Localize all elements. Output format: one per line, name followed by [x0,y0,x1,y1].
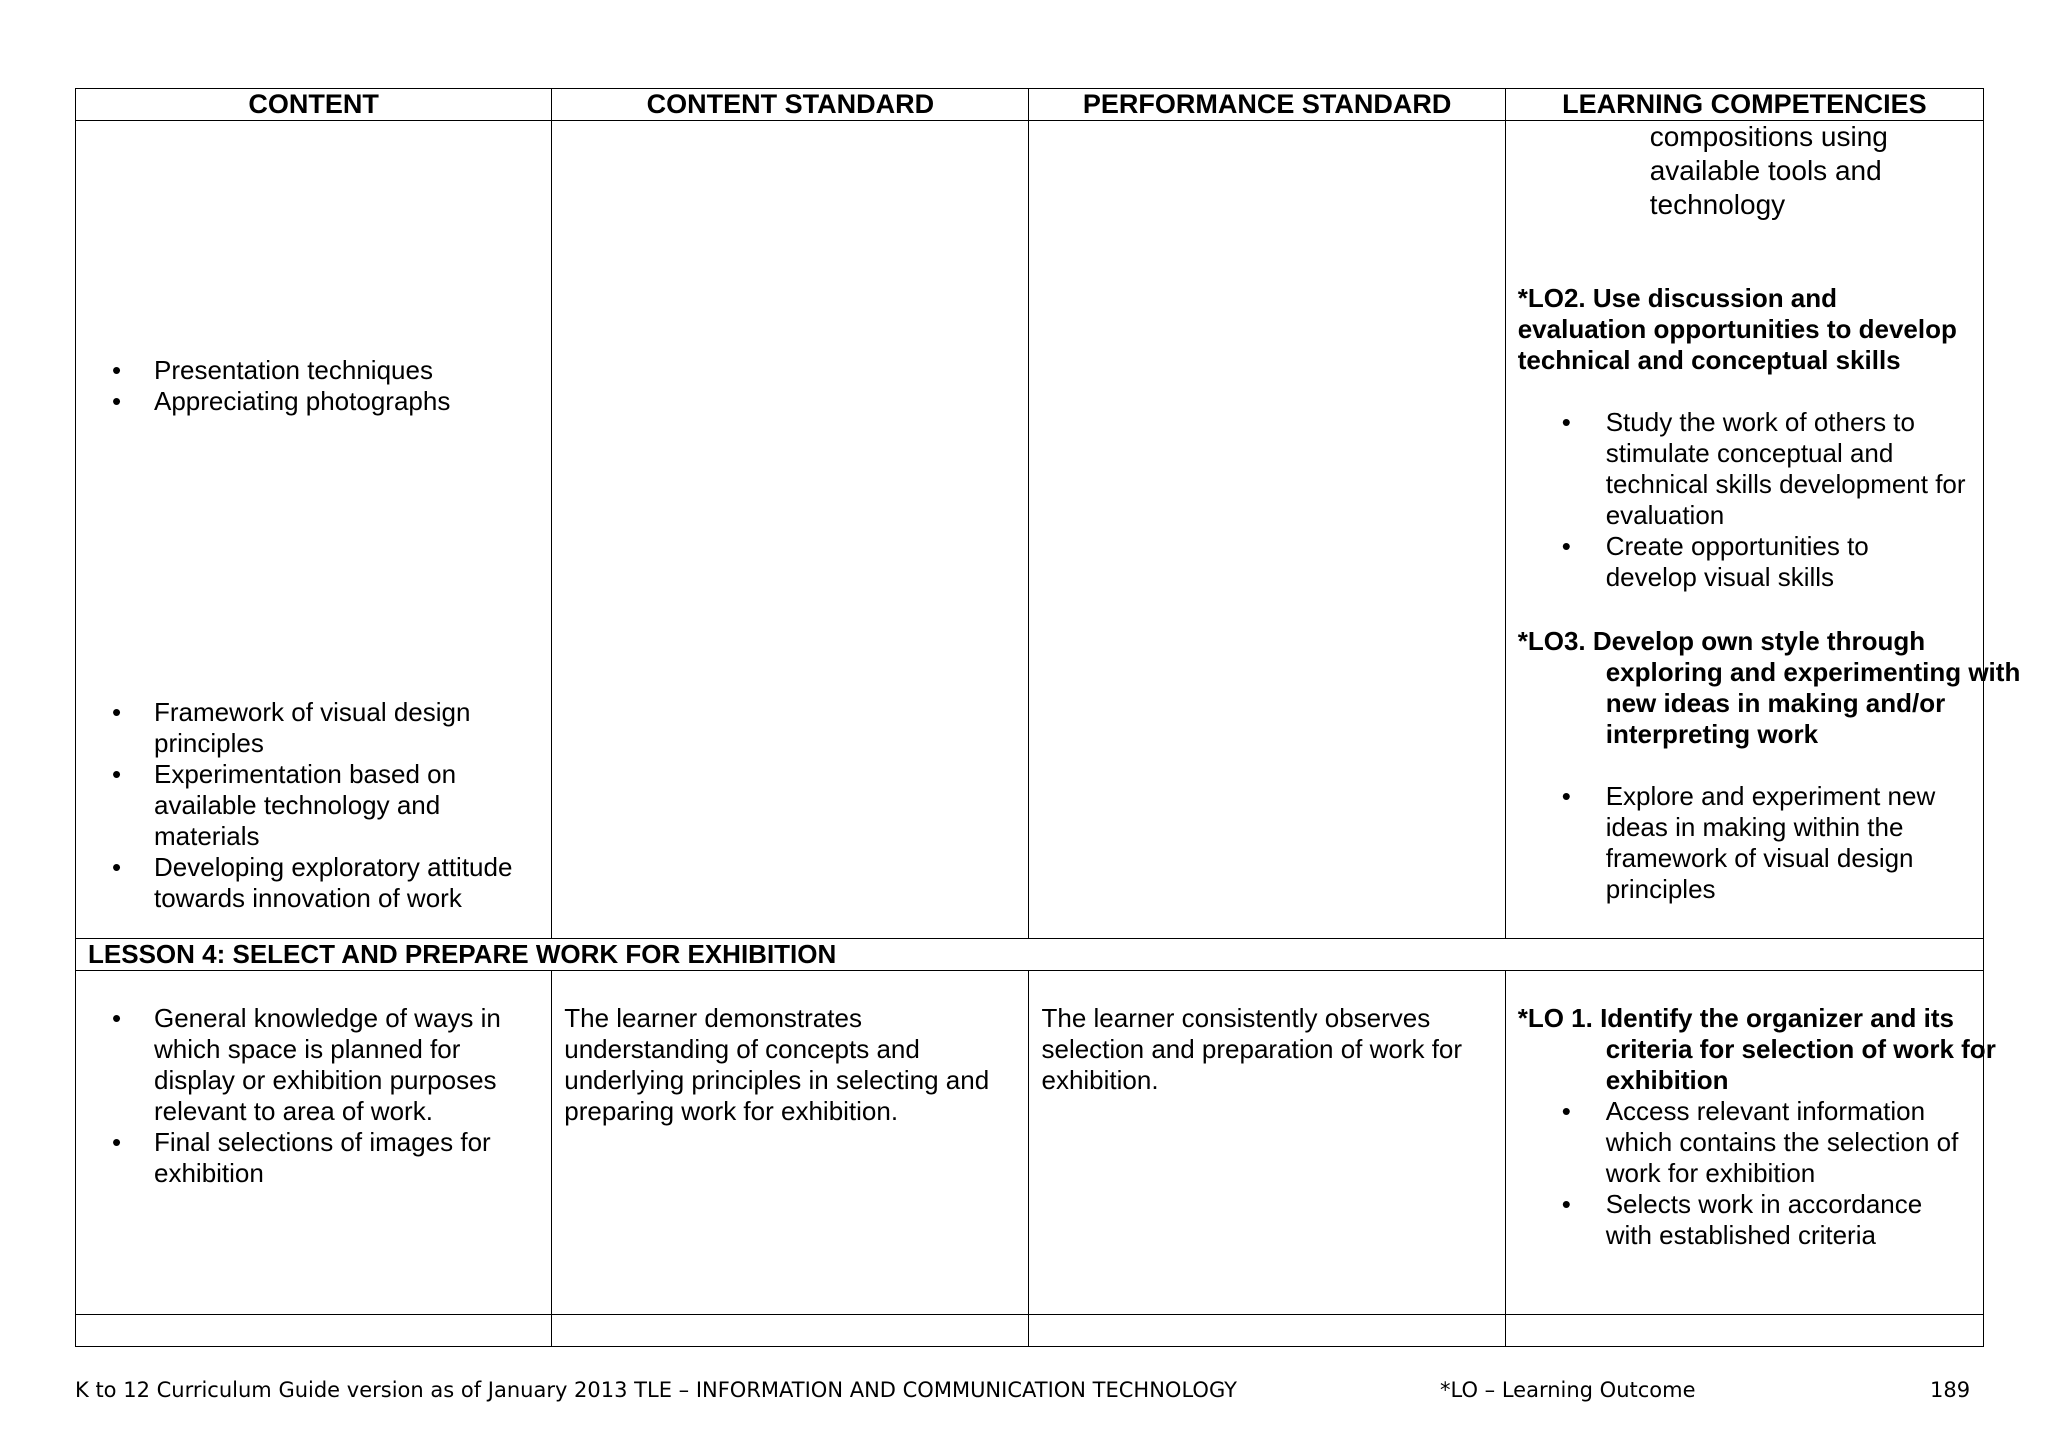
lo2-list [1506,407,1966,593]
header-content-standard: CONTENT STANDARD [552,89,1029,121]
performance-standard-text: The learner consistently observes selection and preparation of work for exhibition. [1041,1003,1463,1095]
lo2-title: *LO2. Use discussion and evaluation opportunities to develop technical and conceptual skills [1517,283,1957,375]
learning-competencies-cell [1505,971,1996,1315]
curriculum-table [75,88,2021,1347]
list-item: • Access relevant information which contains the selection of work for exhibition [1506,1096,1966,1189]
list-item: • Selects work in accordance with established criteria [1506,1189,1966,1251]
lo1-list [1506,1096,1966,1251]
content-list [76,697,536,914]
content-list [76,1003,536,1189]
table-row [76,121,1984,939]
lesson-cell [76,939,1984,971]
page-number: 189 [1930,1378,1971,1402]
empty-cell [1505,1315,1983,1347]
header-row [76,89,1984,121]
content-standard-text: The learner demonstrates understanding of concepts and underlying principles in selecting and preparing work for exhibition. [564,1003,990,1126]
lo1-title: *LO 1. Identify the organizer and its criteria for selection of work for exhibition [1517,1003,1996,1095]
list-item: • Experimentation based on available technology and materials [76,759,536,852]
list-item: • Framework of visual design principles [76,697,536,759]
performance-standard-cell [1029,971,1505,1315]
empty-cell [1029,1315,1505,1347]
lesson-row [76,939,1984,971]
list-item: • Explore and experiment new ideas in making within the framework of visual design principles [1506,781,1966,905]
header-learning-competencies: LEARNING COMPETENCIES [1505,89,1983,121]
list-item: • General knowledge of ways in which space is planned for display or exhibition purposes relevant to area of work. [76,1003,536,1127]
content-cell [76,121,552,939]
empty-cell [76,1315,552,1347]
lesson-title: LESSON 4: SELECT AND PREPARE WORK FOR EXHIBITION [88,939,837,969]
performance-standard-cell [1029,121,1505,939]
content-cell [76,971,552,1315]
content-standard-cell [552,971,1029,1315]
lo3-list [1506,781,1966,905]
list-item: • Study the work of others to stimulate conceptual and technical skills development for evaluation [1506,407,1966,531]
header-performance-standard: PERFORMANCE STANDARD [1029,89,1505,121]
list-item: • Developing exploratory attitude towards innovation of work [76,852,536,914]
lo3-title: *LO3. Develop own style through exploring and experimenting with new ideas in making and/or interpreting work [1517,626,2021,749]
table-row-empty [76,1315,1984,1347]
footer-title: K to 12 Curriculum Guide version as of January 2013 TLE – INFORMATION AND COMMUNICATION TECHNOLOGY [75,1378,1237,1402]
list-item: • Appreciating photographs [76,386,546,417]
header-content: CONTENT [76,89,552,121]
list-item: • Final selections of images for exhibition [76,1127,536,1189]
list-item: • Create opportunities to develop visual skills [1506,531,1966,593]
learning-competencies-cell [1505,121,2021,939]
empty-cell [552,1315,1029,1347]
list-item: • Presentation techniques [76,355,546,386]
footer-note: *LO – Learning Outcome [1440,1378,1696,1402]
content-list [76,355,546,417]
competency-continuation: compositions using available tools and technology [1649,121,1888,220]
table-row [76,971,1984,1315]
content-standard-cell [552,121,1029,939]
